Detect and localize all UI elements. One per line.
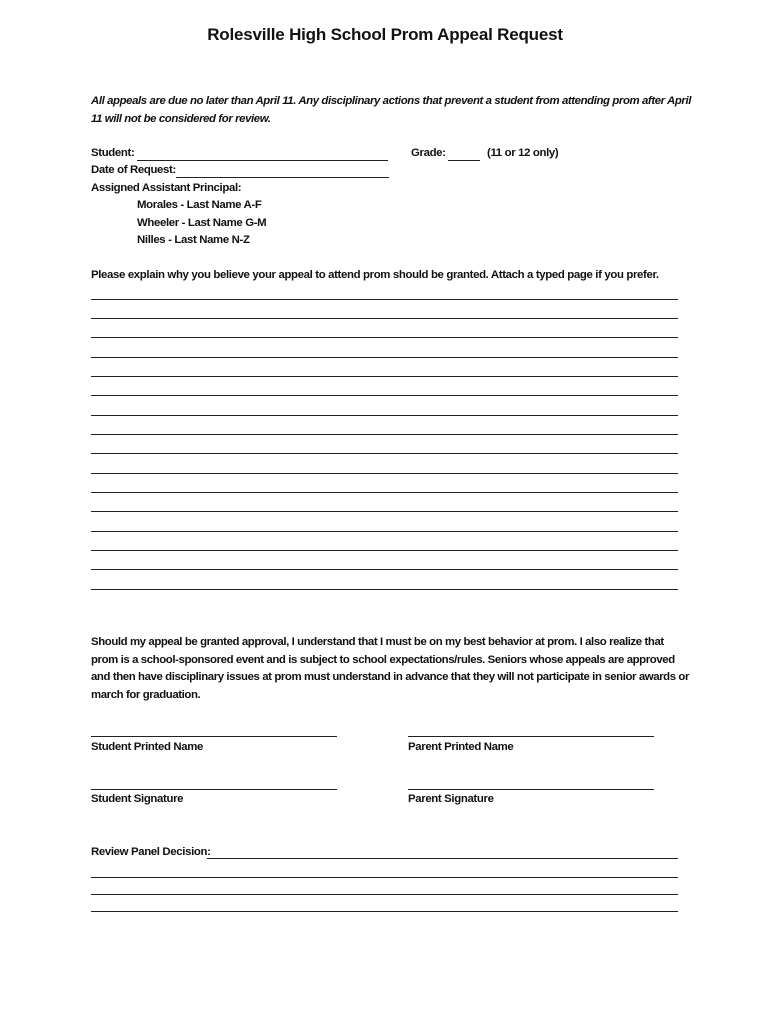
page-title: Rolesville High School Prom Appeal Request — [207, 25, 563, 44]
date-label: Date of Request: — [91, 164, 176, 176]
explanation-line[interactable] — [91, 473, 678, 474]
explanation-line[interactable] — [91, 453, 678, 454]
review-panel-label: Review Panel Decision: — [91, 846, 211, 858]
student-label: Student: — [91, 147, 135, 159]
explanation-line[interactable] — [91, 492, 678, 493]
parent-signature-field[interactable] — [408, 789, 654, 790]
student-printed-name-field[interactable] — [91, 736, 337, 737]
grade-label: Grade: — [411, 147, 446, 159]
explanation-line[interactable] — [91, 415, 678, 416]
explain-prompt: Please explain why you believe your appeal to attend prom should be granted. Attach a typed page if you prefer. — [91, 269, 659, 281]
student-printed-name-label: Student Printed Name — [91, 741, 203, 753]
explanation-line[interactable] — [91, 550, 678, 551]
explanation-line[interactable] — [91, 395, 678, 396]
review-decision-line[interactable] — [91, 877, 678, 878]
principal-morales: Morales - Last Name A-F — [137, 199, 262, 211]
date-field[interactable] — [176, 177, 389, 178]
explanation-line[interactable] — [91, 357, 678, 358]
student-signature-label: Student Signature — [91, 793, 184, 805]
explanation-line[interactable] — [91, 589, 678, 590]
explanation-line[interactable] — [91, 318, 678, 319]
parent-signature-label: Parent Signature — [408, 793, 494, 805]
explanation-line[interactable] — [91, 337, 678, 338]
assigned-principal-label: Assigned Assistant Principal: — [91, 182, 242, 194]
grade-field[interactable] — [448, 160, 480, 161]
principal-wheeler: Wheeler - Last Name G-M — [137, 217, 267, 229]
review-decision-line[interactable] — [91, 911, 678, 912]
explanation-line[interactable] — [91, 511, 678, 512]
review-decision-field[interactable] — [207, 858, 678, 859]
parent-printed-name-field[interactable] — [408, 736, 654, 737]
deadline-notice: All appeals are due no later than April 11. Any disciplinary actions that prevent a student from attending prom after April 11 will not be considered for review. — [91, 95, 691, 125]
review-decision-line[interactable] — [91, 894, 678, 895]
student-signature-field[interactable] — [91, 789, 337, 790]
explanation-line[interactable] — [91, 299, 678, 300]
student-name-field[interactable] — [137, 160, 388, 161]
parent-printed-name-label: Parent Printed Name — [408, 741, 514, 753]
explanation-line[interactable] — [91, 531, 678, 532]
explanation-line[interactable] — [91, 376, 678, 377]
grade-note: (11 or 12 only) — [487, 147, 559, 159]
explanation-line[interactable] — [91, 434, 678, 435]
explanation-line[interactable] — [91, 569, 678, 570]
principal-nilles: Nilles - Last Name N-Z — [137, 234, 250, 246]
agreement-paragraph: Should my appeal be granted approval, I understand that I must be on my best behavior at prom. I also realize that prom is a school-sponsored event and is subject to school expectations/rules. Seniors whose appeals are approved and then have disciplinary issues at prom must understand in advance that they will not participate in senior awards or march for graduation. — [91, 636, 690, 701]
